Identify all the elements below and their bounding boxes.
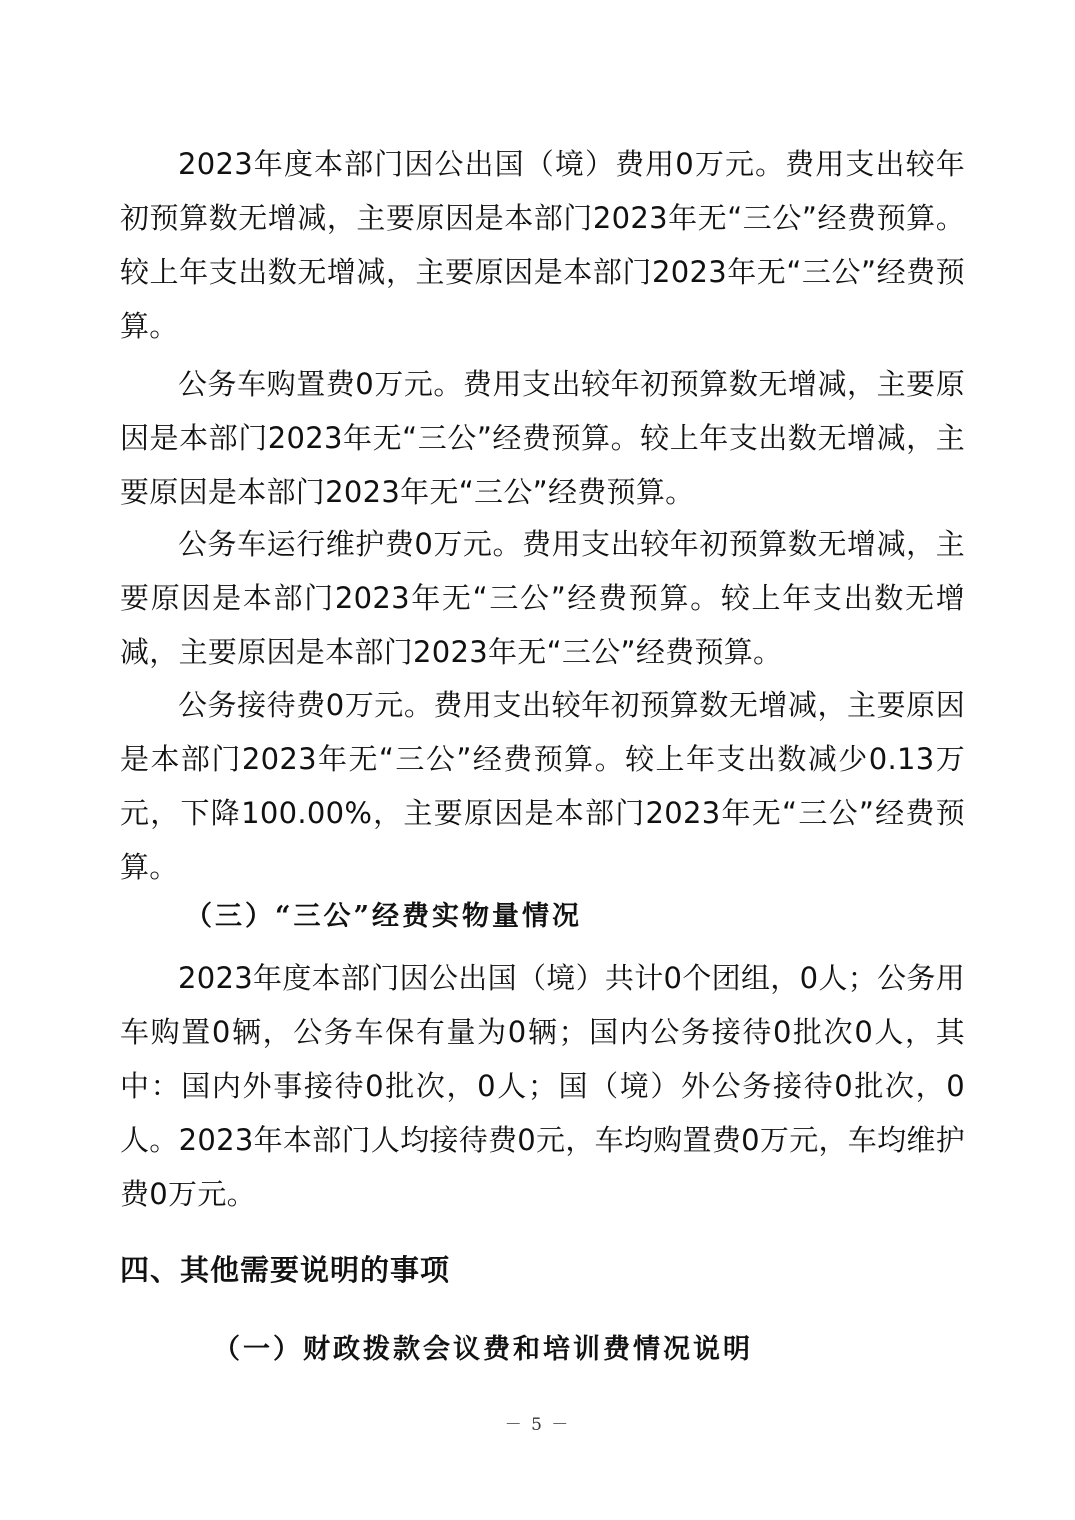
paragraph-vehicle-maintenance: 公务车运行维护费0万元。费用支出较年初预算数无增减，主要原因是本部门2023年无“三公”经费预算。较上年支出数无增减，主要原因是本部门2023年无“三公”经费预算。 bbox=[120, 527, 965, 669]
subsection-heading-meeting-training: （一）财政拨款会议费和培训费情况说明 bbox=[213, 1334, 753, 1365]
paragraph-official-reception: 公务接待费0万元。费用支出较年初预算数无增减，主要原因是本部门2023年无“三公”经费预算。较上年支出数减少0.13万元，下降100.00%，主要原因是本部门2023年无“三公”经费预算。 bbox=[120, 688, 965, 884]
page-number: － 5 － bbox=[504, 1415, 571, 1435]
subsection-heading-physical-quantities: （三）“三公”经费实物量情况 bbox=[185, 901, 583, 932]
paragraph-physical-quantities: 2023年度本部门因公出国（境）共计0个团组，0人；公务用车购置0辆，公务车保有量为0辆；国内公务接待0批次0人，其中：国内外事接待0批次，0人；国（境）外公务接待0批次，0人。2023年本部门人均接待费0元，车均购置费0万元，车均维护费0万元。 bbox=[120, 961, 966, 1211]
paragraph-vehicle-purchase: 公务车购置费0万元。费用支出较年初预算数无增减，主要原因是本部门2023年无“三公”经费预算。较上年支出数无增减，主要原因是本部门2023年无“三公”经费预算。 bbox=[120, 367, 965, 509]
paragraph-overseas-travel: 2023年度本部门因公出国（境）费用0万元。费用支出较年初预算数无增减，主要原因是本部门2023年无“三公”经费预算。较上年支出数无增减，主要原因是本部门2023年无“三公”经费预算。 bbox=[120, 147, 965, 343]
section-heading-other-matters: 四、其他需要说明的事项 bbox=[120, 1253, 451, 1287]
